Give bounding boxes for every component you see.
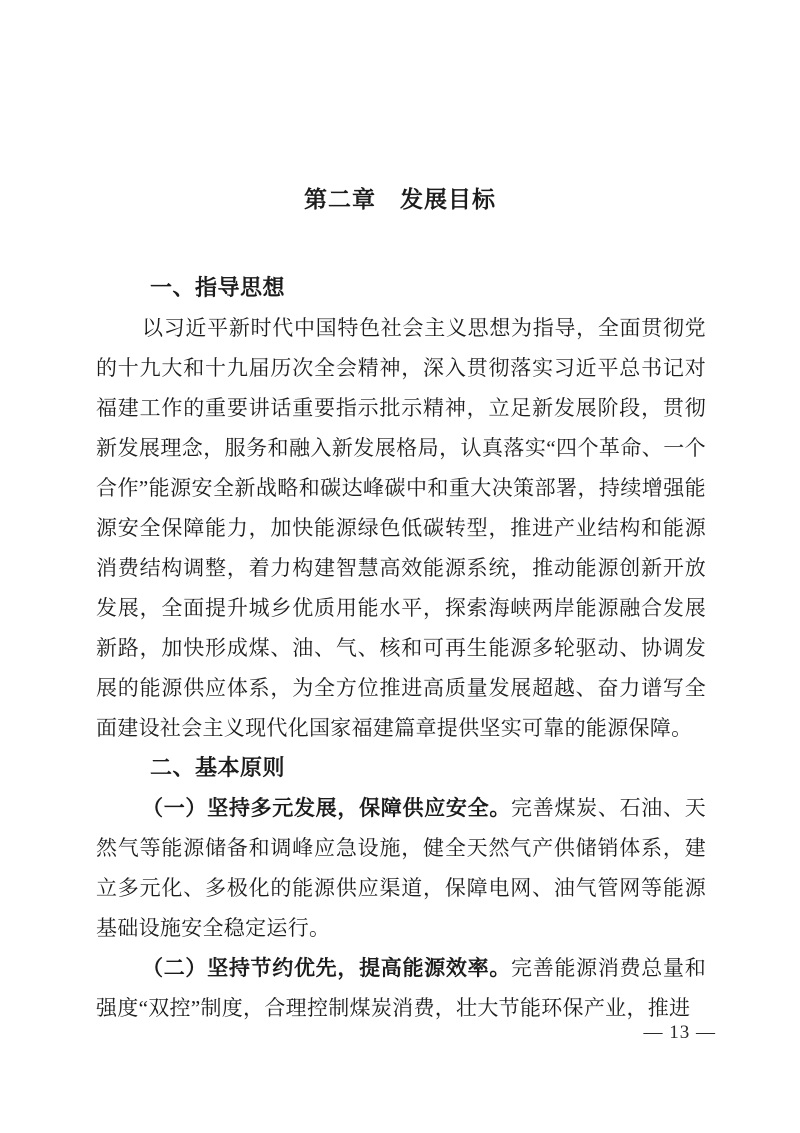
paragraph-principle-1: [96, 788, 706, 948]
principle-2-lead: （二）坚持节约优先，提高能源效率。: [142, 956, 512, 980]
section-heading-guiding-thought: 一、指导思想: [150, 275, 286, 300]
paragraph-guiding-thought: 以习近平新时代中国特色社会主义思想为指导，全面贯彻党的十九大和十九届历次全会精神，深入贯彻落实习近平总书记对福建工作的重要讲话重要指示批示精神，立足新发展阶段，贯彻新发展理念，服务和融入新发展格局，认真落实“四个革命、一个合作”能源安全新战略和碳达峰碳中和重大决策部署，持续增强能源安全保障能力，加快能源绿色低碳转型，推进产业结构和能源消费结构调整，着力构建智慧高效能源系统，推动能源创新开放发展，全面提升城乡优质用能水平，探索海峡两岸能源融合发展新路，加快形成煤、油、气、核和可再生能源多轮驱动、协调发展的能源供应体系，为全方位推进高质量发展超越、奋力谱写全面建设社会主义现代化国家福建篇章提供坚实可靠的能源保障。: [96, 316, 706, 740]
page-number: — 13 —: [643, 1022, 716, 1043]
document-body: [96, 268, 706, 1028]
principle-1-body: 完善煤炭、石油、天然气等能源储备和调峰应急设施，健全天然气产供储销体系，建立多元化、多极化的能源供应渠道，保障电网、油气管网等能源基础设施安全稳定运行。: [96, 796, 706, 940]
section-heading-basic-principles: 二、基本原则: [150, 755, 286, 780]
principle-1-lead: （一）坚持多元发展，保障供应安全。: [142, 796, 512, 820]
paragraph-principle-2: [96, 948, 706, 1028]
chapter-title: 第二章 发展目标: [304, 186, 496, 212]
principle-2-body: 完善能源消费总量和强度“双控”制度，合理控制煤炭消费，壮大节能环保产业，推进: [96, 956, 706, 1020]
